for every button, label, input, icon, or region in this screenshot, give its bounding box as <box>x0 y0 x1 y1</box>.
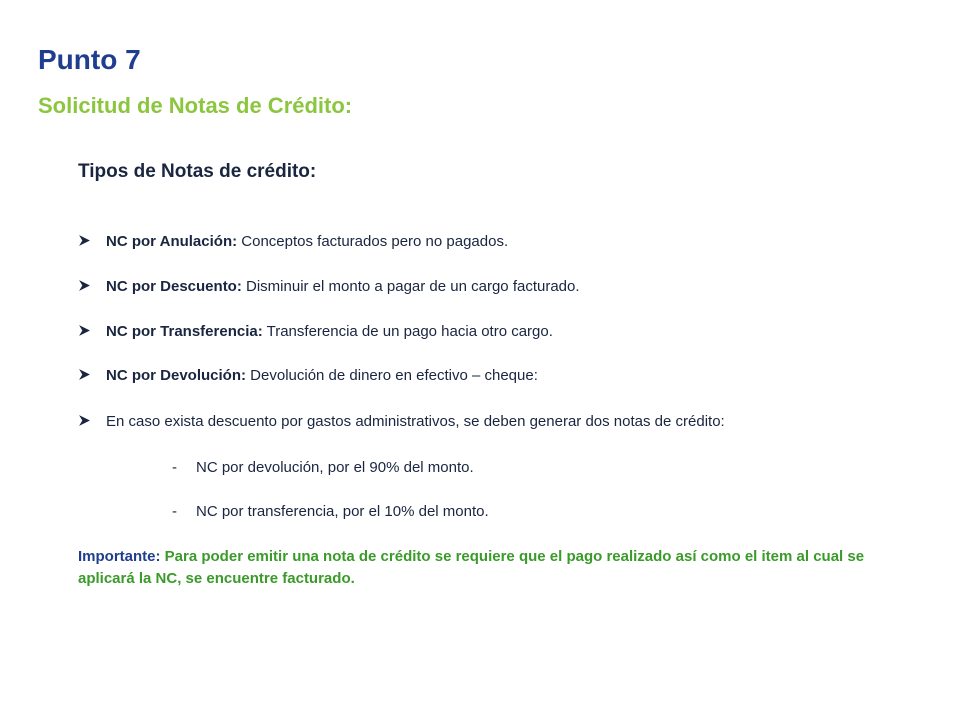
bullet-item-transferencia <box>78 322 553 342</box>
sub-item-text: NC por devolución, por el 90% del monto. <box>196 459 474 476</box>
important-text: Para poder emitir una nota de crédito se requiere que el pago realizado así como el item al cual se aplicará la NC, se encuentre facturado. <box>78 548 865 587</box>
dash-marker: - <box>172 503 177 520</box>
bullet-text: Transferencia de un pago hacia otro cargo. <box>262 323 553 340</box>
bullet-label: NC por Descuento: <box>106 278 242 295</box>
bullet-text: Devolución de dinero en efectivo – cheque: <box>246 367 538 384</box>
slide-title: Punto 7 <box>38 44 141 75</box>
section-heading: Tipos de Notas de crédito: <box>78 161 317 182</box>
arrowhead-bullet-icon <box>78 322 106 342</box>
bullet-item-devolucion <box>78 366 538 386</box>
bullet-item-gastos-administrativos <box>78 412 725 432</box>
bullet-item-descuento <box>78 277 580 297</box>
slide-subtitle: Solicitud de Notas de Crédito: <box>38 93 353 118</box>
sub-item-text: NC por transferencia, por el 10% del monto. <box>196 503 489 520</box>
important-note <box>78 546 878 590</box>
bullet-text: En caso exista descuento por gastos administrativos, se deben generar dos notas de crédito: <box>106 413 725 430</box>
bullet-text: Disminuir el monto a pagar de un cargo facturado. <box>241 278 580 295</box>
bullet-item-anulacion <box>78 232 508 252</box>
sub-item-transferencia <box>172 502 489 522</box>
bullet-label: NC por Transferencia: <box>106 323 263 340</box>
arrowhead-bullet-icon <box>78 232 106 252</box>
bullet-text: Conceptos facturados pero no pagados. <box>237 233 509 250</box>
arrowhead-bullet-icon <box>78 277 106 297</box>
dash-marker: - <box>172 459 177 476</box>
arrowhead-bullet-icon <box>78 412 106 432</box>
bullet-label: NC por Devolución: <box>106 367 247 384</box>
sub-item-devolucion <box>172 458 474 478</box>
important-label: Importante: <box>78 548 161 565</box>
arrowhead-bullet-icon <box>78 366 106 386</box>
bullet-label: NC por Anulación: <box>106 233 238 250</box>
